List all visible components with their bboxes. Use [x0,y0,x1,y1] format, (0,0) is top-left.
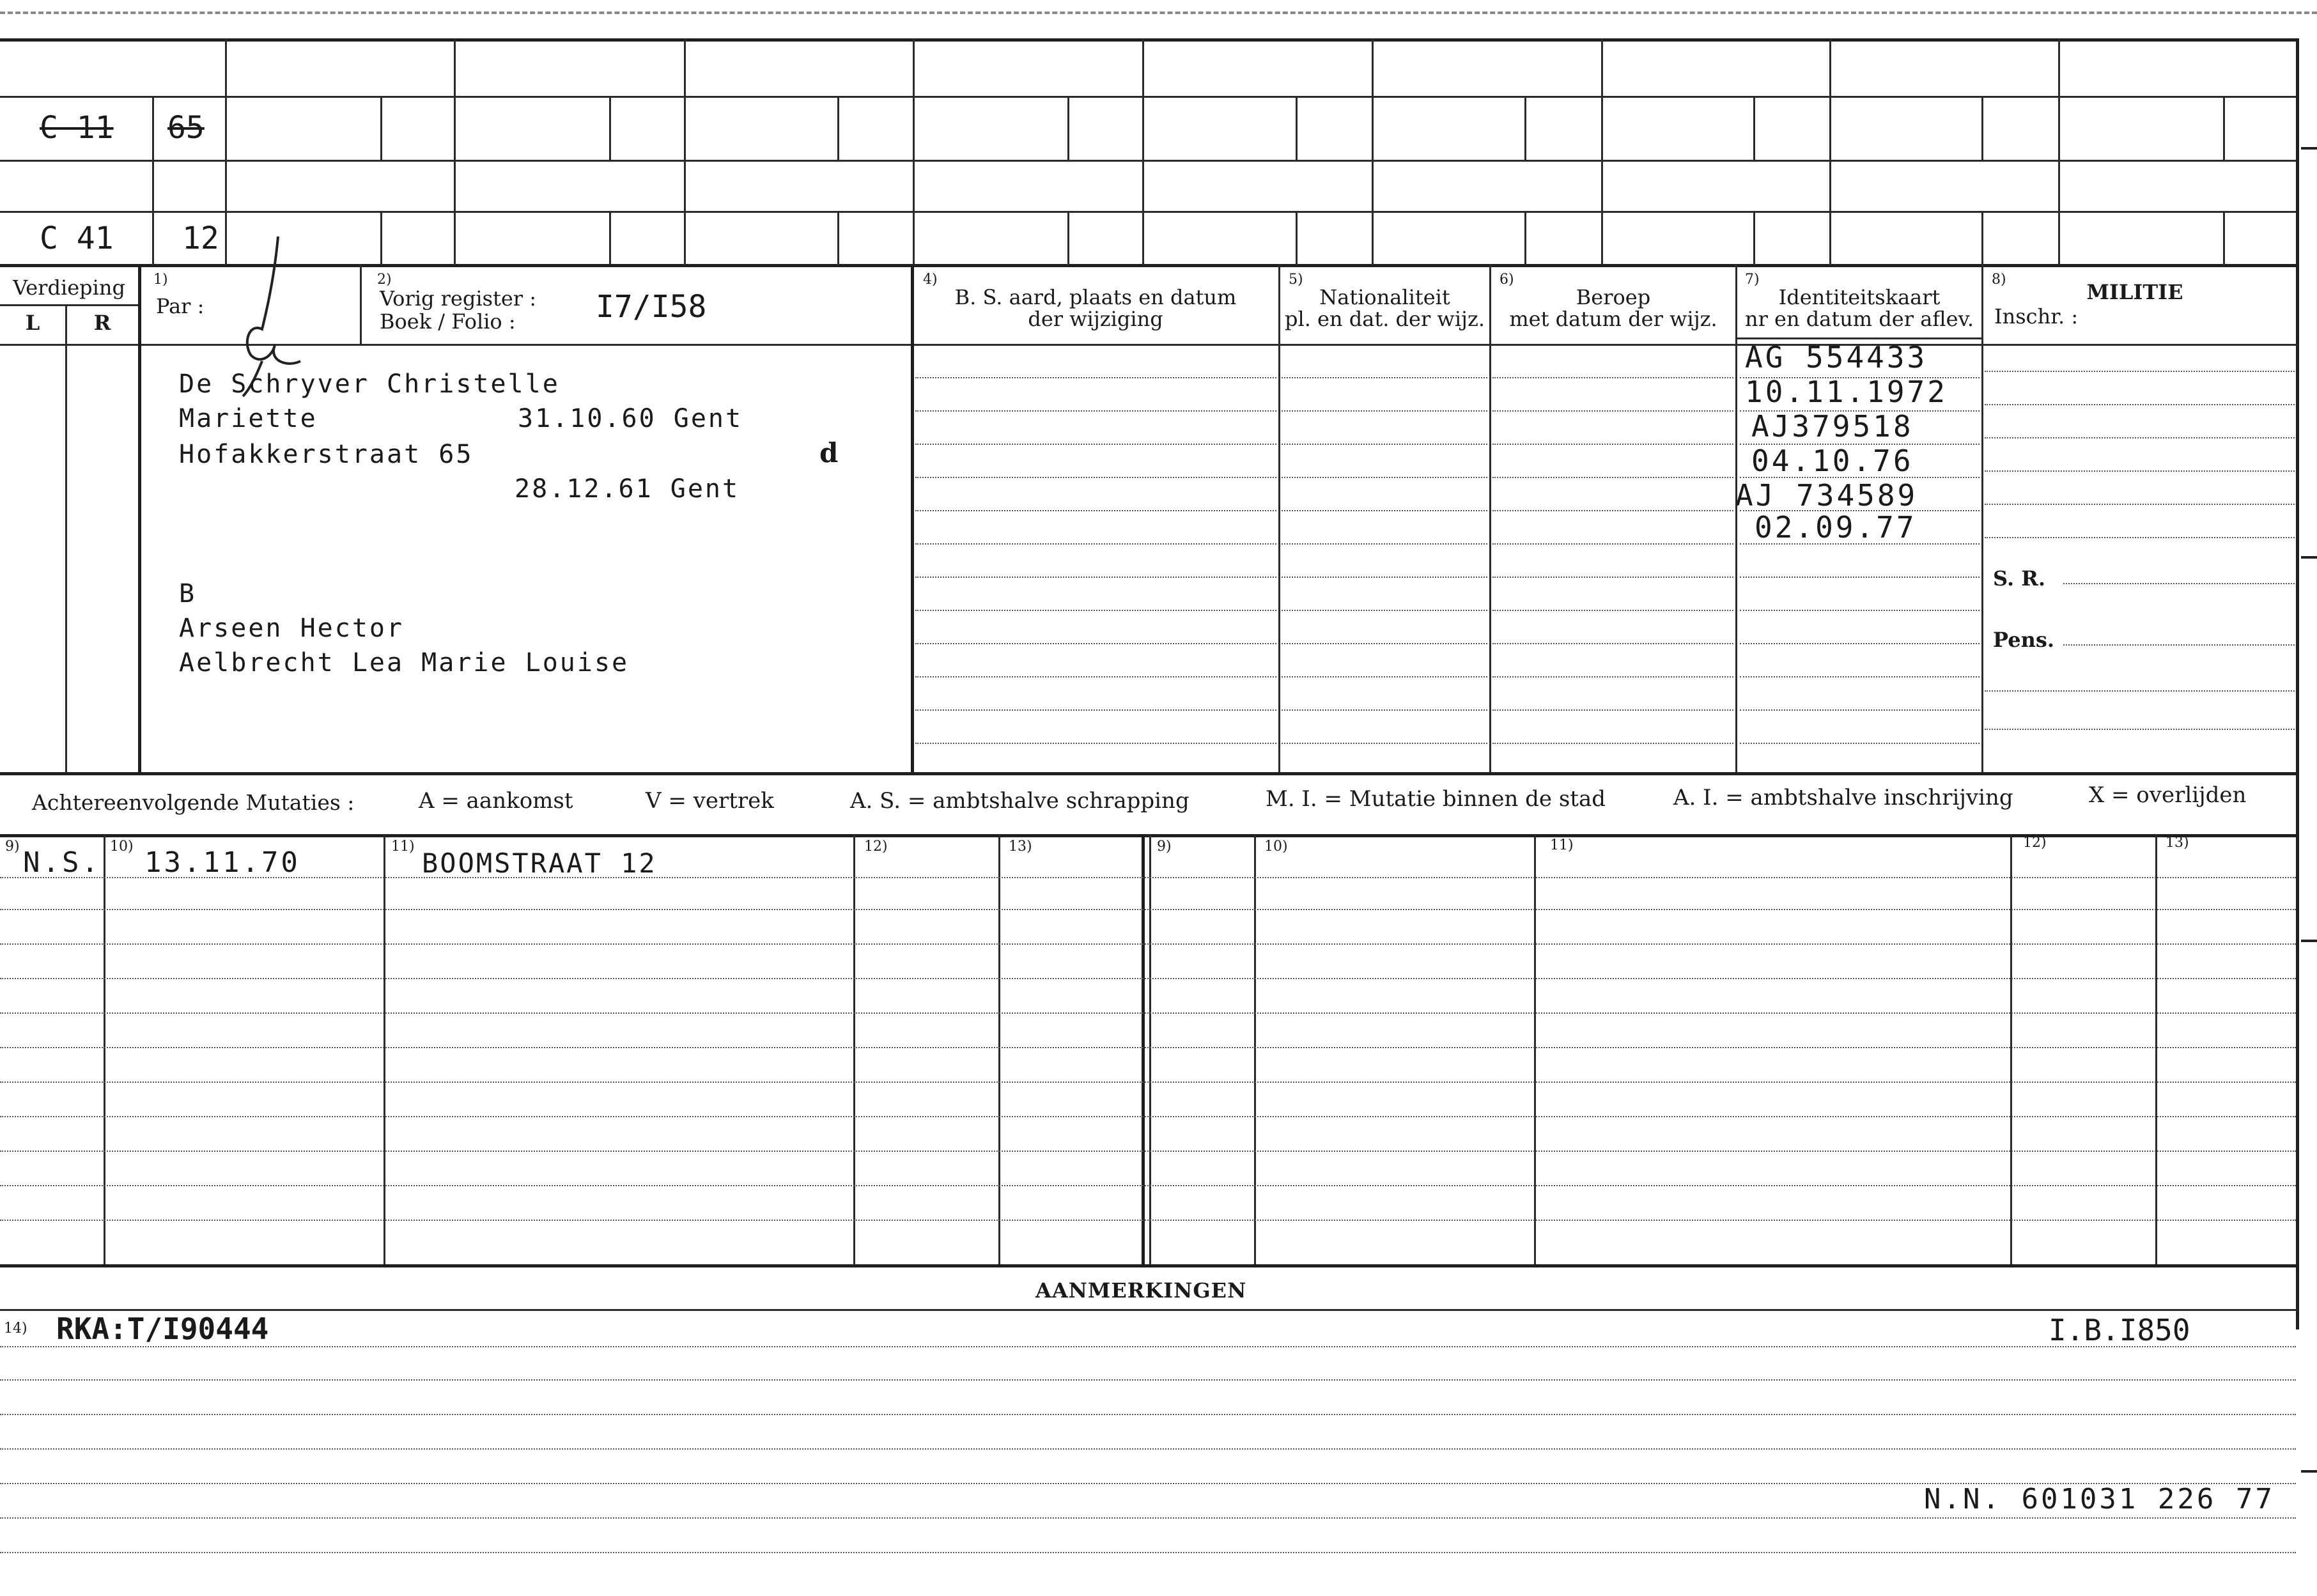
person-name: De Schryver Christelle [179,369,560,399]
legend-overlijden: X = overlijden [2089,782,2247,808]
col5-line [1282,577,1487,578]
col4-line [915,709,1276,711]
top-sub-divider [2223,211,2225,265]
legend-inschrijving: A. I. = ambtshalve inschrijving [1673,785,2013,810]
verdieping-divider [138,264,141,774]
body-bottom-border [0,772,2298,775]
col6-line [1492,610,1733,611]
militie-line [1985,690,2295,692]
col4-num: 4) [923,272,938,288]
top-sub-divider [1067,211,1069,265]
col8-num: 8) [1992,272,2006,288]
col5-line [1282,643,1487,644]
col6-divider [1489,264,1491,774]
top-sub-divider [609,211,611,265]
col8-divider [1981,264,1983,774]
floor-right-label: R [93,311,111,335]
militie-line [1985,371,2295,372]
right-border [2296,38,2299,1329]
col6-line [1492,477,1733,478]
mut-row-line [0,1081,2296,1083]
mut-divider [2155,834,2157,1264]
col4-header-line-1: B. S. aard, plaats en datum [954,285,1237,309]
top-divider [1142,38,1144,265]
col4-line [915,477,1276,478]
col5-line [1282,709,1487,711]
pens-label: Pens. [1993,628,2054,652]
lr-split [65,304,67,774]
top-sub-divider [837,96,839,160]
mut-col-num: 12) [864,839,888,855]
lr-divider-line [0,304,139,306]
mut-row-line [0,1185,2296,1186]
register-number: 12 [182,221,219,256]
aanmerkingen-line [0,1309,2298,1311]
top-divider-a [152,96,154,265]
person-father: Arseen Hector [179,614,405,643]
mut-col-num: 11) [391,839,415,855]
top-divider-b [225,38,227,265]
top-sub-divider [1067,96,1069,160]
mut-col-num: 10) [1264,839,1288,855]
margin-tick [2301,147,2317,150]
col7-num: 7) [1745,272,1760,288]
aanm-line [0,1448,2296,1450]
col4-line [915,643,1276,644]
header-top-border [0,264,2298,267]
top-row-line-2 [0,160,2298,162]
col4-line [915,410,1276,412]
legend-schrapping: A. S. = ambtshalve schrapping [850,788,1189,814]
top-sub-divider [1296,96,1298,160]
aanm-line [0,1414,2296,1415]
vorig-register-value: I7/I58 [596,289,707,325]
top-sub-divider [837,211,839,265]
mut-row-line [0,978,2296,979]
person-status: B [179,579,197,608]
col6-line [1492,510,1733,511]
col5-line [1282,676,1487,678]
top-sub-divider [1524,96,1526,160]
militie-line [1985,537,2295,538]
top-sub-divider [609,96,611,160]
top-divider [684,38,686,265]
col5-divider [1278,264,1280,774]
mut-divider [998,834,1000,1264]
person-birth-date: 31.10.60 Gent [518,404,743,433]
col6-header-line-2: met datum der wijz. [1509,307,1717,331]
vorig-register-num: 2) [377,272,392,288]
mut-col-num: 9) [5,839,20,855]
rka-number: RKA:T/I90444 [56,1312,269,1346]
top-sub-divider [1981,211,1983,265]
par-num: 1) [153,272,168,288]
militie-line [1985,729,2295,730]
id-card-number: AJ 734589 [1735,478,1918,513]
mut-row-line [0,877,2296,878]
col5-line [1282,410,1487,412]
id-card-date: 10.11.1972 [1745,375,1948,409]
mut-col-num: 13) [2166,835,2189,851]
sr-label: S. R. [1993,566,2045,591]
top-sub-divider [1524,211,1526,265]
mut-col-num: 13) [1009,839,1032,855]
col7-line [1740,676,1980,678]
mut-divider [1149,834,1151,1264]
col5-header-line-1: Nationaliteit [1319,285,1450,309]
mut-divider [2010,834,2012,1264]
legend-mutatie: M. I. = Mutatie binnen de stad [1266,786,1606,812]
col4-line [915,377,1276,378]
aanm-line [0,1346,2296,1347]
col6-line [1492,577,1733,578]
ib-number: I.B.I850 [2049,1313,2190,1347]
mut-divider [853,834,855,1264]
mutation-address: BOOMSTRAAT 12 [422,848,657,879]
mut-center-divider [1142,834,1145,1264]
mut-row-line [0,1151,2296,1152]
col6-num: 6) [1499,272,1514,288]
vorig-register-label: Vorig register : [380,286,537,311]
mut-row-line [0,1047,2296,1048]
col6-line [1492,743,1733,744]
col7-header-line-1: Identiteitskaart [1778,285,1941,309]
col5-line [1282,543,1487,545]
col6-line [1492,444,1733,445]
top-divider [454,38,456,265]
militie-line [1985,504,2295,505]
header-bottom-line [0,344,2298,346]
col5-line [1282,377,1487,378]
id-card-date: 04.10.76 [1751,444,1914,478]
militie-title: MILITIE [2086,280,2183,304]
register-code: C 41 [40,221,114,256]
col7-header-line-2: nr en datum der aflev. [1744,307,1974,331]
col5-line [1282,444,1487,445]
id-card-number: AG 554433 [1745,340,1928,375]
margin-tick [2301,940,2317,942]
top-divider [1372,38,1374,265]
mut-divider [384,834,385,1264]
par-label: Par : [156,294,205,318]
top-sub-divider [1753,211,1755,265]
boek-folio-label: Boek / Folio : [380,309,516,334]
top-sub-divider [2223,96,2225,160]
col4-line [915,676,1276,678]
col6-line [1492,410,1733,412]
mut-col-num: 11) [1550,837,1574,853]
col6-line [1492,709,1733,711]
col5-line [1282,743,1487,744]
top-sub-divider [380,211,382,265]
col5-num: 5) [1289,272,1303,288]
par-divider [360,264,362,344]
top-sub-divider [1981,96,1983,160]
aanmerkingen-num: 14) [4,1321,27,1336]
mut-col-num: 10) [110,839,134,855]
person-given-name: Mariette [179,404,318,433]
col4-line [915,510,1276,511]
floor-left-label: L [25,311,40,335]
aanm-line [0,1517,2296,1519]
margin-tick [2301,1470,2317,1473]
aanmerkingen-title: AANMERKINGEN [1035,1278,1247,1303]
mutaties-title: Achtereenvolgende Mutaties : [32,790,355,815]
mut-row-line [0,909,2296,910]
col4-header-line-2: der wijziging [1028,307,1163,331]
mut-divider [1254,834,1256,1264]
person-mark: d [819,437,839,469]
col6-line [1492,643,1733,644]
col6-line [1492,676,1733,678]
col5-line [1282,510,1487,511]
col7-line [1740,743,1980,744]
top-sub-divider [1753,96,1755,160]
top-sub-divider [1296,211,1298,265]
top-divider [1601,38,1603,265]
col5-line [1282,610,1487,611]
verdieping-label: Verdieping [13,275,125,300]
mut-row-line [0,1012,2296,1014]
col4-line [915,743,1276,744]
col4-line [915,543,1276,545]
col7-line [1740,643,1980,644]
person-second-date: 28.12.61 Gent [515,474,740,504]
top-divider [913,38,915,265]
col4-line [915,444,1276,445]
col7-line [1740,610,1980,611]
aanm-line [0,1552,2296,1553]
col7-divider [1735,264,1737,774]
mutation-type: N.S. [23,846,101,879]
militie-line [1985,470,2295,472]
pens-line [2063,644,2295,646]
person-street: Hofakkerstraat 65 [179,440,474,469]
top-row-line-1 [0,96,2298,98]
col5-header-line-2: pl. en dat. der wijz. [1284,307,1485,331]
top-divider [1829,38,1831,265]
inschr-label: Inschr. : [1994,304,2079,329]
top-divider [2058,38,2060,265]
id-card-number: AJ379518 [1751,409,1914,444]
legend-aankomst: A = aankomst [419,788,573,814]
mutation-date: 13.11.70 [144,846,300,879]
old-code: C 11 [40,110,114,146]
sr-line [2063,583,2295,584]
id-card-date: 02.09.77 [1755,510,1917,545]
militie-line [1985,404,2295,405]
mut-row-line [0,1220,2296,1221]
aanm-line [0,1379,2296,1381]
col4-line [915,577,1276,578]
top-sub-divider [380,96,382,160]
old-number: 65 [167,110,205,146]
col4-line [915,610,1276,611]
name-col-divider [911,264,914,774]
col6-line [1492,377,1733,378]
margin-tick [2301,556,2317,559]
col7-line [1740,709,1980,711]
top-border [0,38,2298,42]
col6-header-line-1: Beroep [1576,285,1651,309]
mut-row-line [0,1116,2296,1117]
col7-header-underline [1737,337,1981,339]
mutaties-bottom-border [0,1264,2298,1267]
mut-col-num: 9) [1157,839,1172,855]
col7-line [1740,577,1980,578]
legend-vertrek: V = vertrek [646,788,774,814]
mut-divider [104,834,105,1264]
person-mother: Aelbrecht Lea Marie Louise [179,648,630,678]
mut-col-num: 12) [2023,835,2047,851]
col5-line [1282,477,1487,478]
top-row-line-3 [0,211,2298,213]
mut-divider [1534,834,1536,1264]
militie-line [1985,437,2295,438]
scan-top-edge [0,12,2317,14]
mut-row-line [0,943,2296,945]
col6-line [1492,543,1733,545]
national-number: N.N. 601031 226 77 [1924,1483,2275,1515]
